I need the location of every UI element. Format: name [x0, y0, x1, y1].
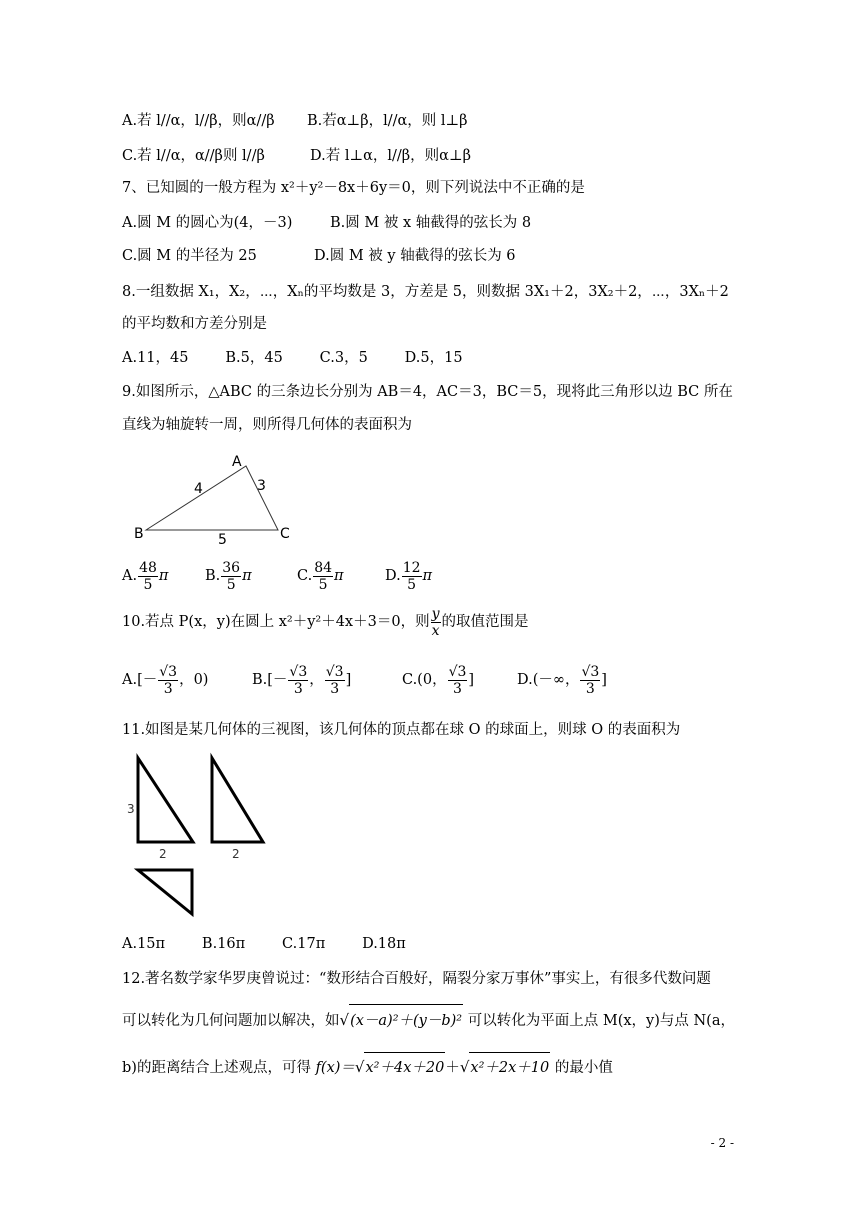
- q9-side-ab: 4: [194, 481, 203, 497]
- q10-option-d: D.(－∞， $\frac{√3}{3}$ ]: [517, 663, 607, 697]
- q7-stem: 7、已知圆的一般方程为 x²＋y²－8x＋6y＝0，则下列说法中不正确的是: [122, 180, 585, 196]
- q9-triangle-figure: [128, 450, 303, 550]
- q6-option-a: A.若 l//α，l//β，则α//β: [122, 113, 275, 129]
- q6-option-d: D.若 l⊥α，l//β，则α⊥β: [310, 148, 471, 164]
- q12-line2: 可以转化为几何问题加以解决，如√(x－a)²＋(y－b)² 可以转化为平面上点 M(x，y)与点 N(a，: [122, 1004, 735, 1037]
- q9-option-a: A. $\frac{48}{5}$ π: [122, 559, 169, 593]
- q9-vertex-a: A: [232, 454, 242, 470]
- q9-option-b: B. $\frac{36}{5}$ π: [205, 559, 252, 593]
- q7-option-a: A.圆 M 的圆心为(4，－3): [122, 215, 293, 231]
- q9-side-bc: 5: [218, 532, 227, 548]
- q11-width-label-1: 2: [159, 847, 167, 861]
- q9-option-c: C. $\frac{84}{5}$ π: [297, 559, 344, 593]
- q10-option-b: B.[－ $\frac{√3}{3}$ ， $\frac{√3}{3}$ ]: [252, 663, 352, 697]
- q8-stem-line1: 8.一组数据 X₁，X₂，⋯，Xₙ的平均数是 3，方差是 5，则数据 3X₁＋2，3X₂＋2，⋯，3Xₙ＋2: [122, 284, 729, 300]
- page-number: - 2 -: [710, 1136, 734, 1150]
- q7-option-c: C.圆 M 的半径为 25: [122, 248, 257, 264]
- q11-width-label-2: 2: [232, 847, 240, 861]
- q10-stem: 10.若点 P(x，y)在圆上 x²＋y²＋4x＋3＝0，则 $\frac{y}{x}$ 的取值范围是: [122, 605, 529, 639]
- q11-options: A.15π B.16π C.17π D.18π: [122, 936, 406, 952]
- q9-stem-line1: 9.如图所示，△ABC 的三条边长分别为 AB＝4，AC＝3，BC＝5，现将此三角形以边 BC 所在: [122, 384, 733, 400]
- q10-option-c: C.(0， $\frac{√3}{3}$ ]: [402, 663, 475, 697]
- q8-stem-line2: 的平均数和方差分别是: [122, 316, 267, 332]
- q6-option-c: C.若 l//α，α//β则 l//β: [122, 148, 265, 164]
- q11-height-label: 3: [127, 802, 135, 816]
- q9-vertex-b: B: [134, 526, 144, 542]
- q9-side-ac: 3: [257, 478, 266, 494]
- q12-line1: 12.著名数学家华罗庚曾说过：“数形结合百般好，隔裂分家万事休”事实上，有很多代数问题: [122, 971, 711, 987]
- q8-options: A.11，45 B.5，45 C.3，5 D.5，15: [122, 350, 463, 366]
- q12-line3: b)的距离结合上述观点，可得 f(x)＝√x²＋4x＋20＋√x²＋2x＋10 的最小值: [122, 1052, 613, 1083]
- q7-option-d: D.圆 M 被 y 轴截得的弦长为 6: [314, 248, 516, 264]
- q9-vertex-c: C: [280, 526, 290, 542]
- q10-option-a: A.[－ $\frac{√3}{3}$ ，0): [122, 663, 209, 697]
- q7-option-b: B.圆 M 被 x 轴截得的弦长为 8: [330, 215, 532, 231]
- q9-option-d: D. $\frac{12}{5}$ π: [385, 559, 433, 593]
- q11-stem: 11.如图是某几何体的三视图，该几何体的顶点都在球 O 的球面上，则球 O 的表面积为: [122, 722, 681, 738]
- q9-stem-line2: 直线为轴旋转一周，则所得几何体的表面积为: [122, 417, 412, 433]
- q6-option-b: B.若α⊥β，l//α，则 l⊥β: [307, 113, 468, 129]
- q11-three-view-figure: [122, 752, 312, 922]
